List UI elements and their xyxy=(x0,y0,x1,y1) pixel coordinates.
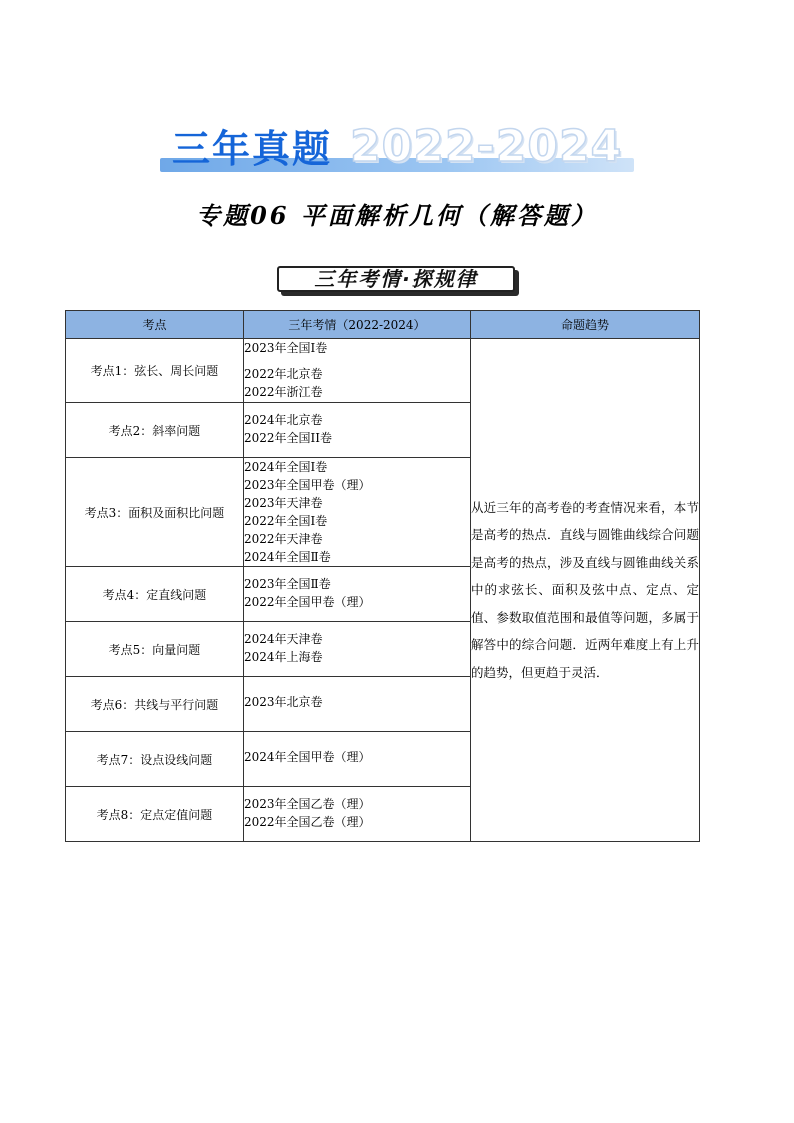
header-trend: 命题趋势 xyxy=(471,311,700,339)
paper-entry: 2024年全国Ⅱ卷 xyxy=(244,550,331,564)
paper-entry: 2022年全国乙卷（理） xyxy=(244,815,371,829)
paper-entry: 2022年全国甲卷（理） xyxy=(244,595,371,609)
header-point: 考点 xyxy=(66,311,244,339)
point-cell: 考点4：定直线问题 xyxy=(66,567,244,622)
banner-title: 三年真题 xyxy=(172,127,333,171)
paper-entry: 2024年全国Ⅰ卷 xyxy=(244,460,328,474)
paper-entry: 2022年全国Ⅰ卷 xyxy=(244,514,328,528)
point-cell: 考点2：斜率问题 xyxy=(66,403,244,458)
point-cell: 考点8：定点定值问题 xyxy=(66,787,244,842)
paper-entry: 2024年天津卷 xyxy=(244,632,323,646)
table-row xyxy=(66,339,700,403)
exam-table xyxy=(65,310,700,842)
trend-cell: 从近三年的高考卷的考查情况来看，本节是高考的热点．直线与圆锥曲线综合问题是高考的热点，涉及直线与圆锥曲线关系中的求弦长、面积及弦中点、定点、定值、参数取值范围和最值等问题，多属于解答中的综合问题．近两年难度上有上升的趋势，但更趋于灵活． xyxy=(471,339,700,842)
section-badge xyxy=(277,266,519,296)
document-title: 专题06 平面解析几何（解答题） xyxy=(196,201,598,230)
papers-cell xyxy=(244,339,471,403)
papers-cell xyxy=(244,567,471,622)
paper-entry: 2023年全国乙卷（理） xyxy=(244,797,371,811)
paper-entry: 2023年全国甲卷（理） xyxy=(244,478,371,492)
point-cell: 考点6：共线与平行问题 xyxy=(66,677,244,732)
papers-cell xyxy=(244,622,471,677)
badge-label: 三年考情·探规律 xyxy=(277,266,515,292)
paper-entry: 2022年天津卷 xyxy=(244,532,323,546)
point-cell: 考点7：设点设线问题 xyxy=(66,732,244,787)
header-papers: 三年考情（2022-2024） xyxy=(244,311,471,339)
point-cell: 考点3：面积及面积比问题 xyxy=(66,458,244,567)
paper-entry: 2023年全国Ⅰ卷 xyxy=(244,341,328,355)
paper-entry: 2023年天津卷 xyxy=(244,496,323,510)
papers-cell xyxy=(244,677,471,732)
papers-cell xyxy=(244,787,471,842)
table-header-row xyxy=(66,311,700,339)
paper-entry: 2022年全国II卷 xyxy=(244,431,333,445)
point-cell: 考点1：弦长、周长问题 xyxy=(66,339,244,403)
paper-entry: 2024年上海卷 xyxy=(244,650,323,664)
paper-entry: 2024年全国甲卷（理） xyxy=(244,750,371,764)
paper-entry: 2024年北京卷 xyxy=(244,413,323,427)
paper-entry: 2022年浙江卷 xyxy=(244,385,323,399)
point-cell: 考点5：向量问题 xyxy=(66,622,244,677)
papers-cell xyxy=(244,732,471,787)
papers-cell xyxy=(244,403,471,458)
paper-entry: 2023年北京卷 xyxy=(244,695,323,709)
paper-entry: 2023年全国Ⅱ卷 xyxy=(244,577,331,591)
banner-years: 2022-2024 xyxy=(350,121,623,172)
papers-cell xyxy=(244,458,471,567)
paper-entry: 2022年北京卷 xyxy=(244,367,323,381)
